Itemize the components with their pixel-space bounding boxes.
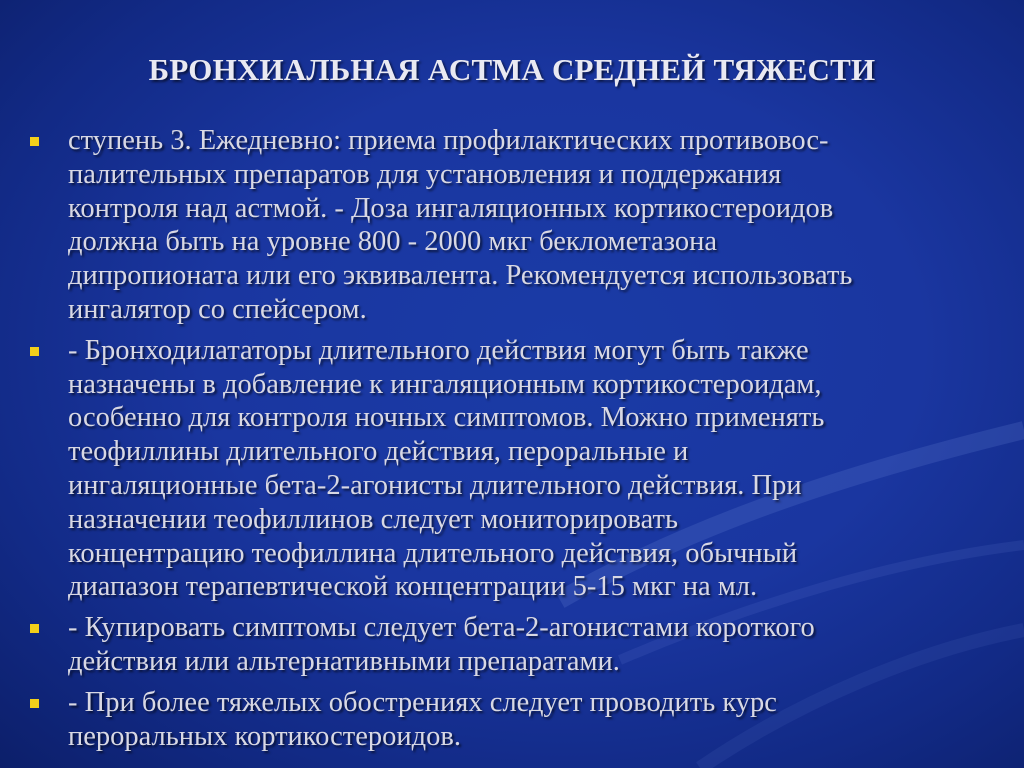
bullet-line: ступень 3. Ежедневно: приема профилактических противовос- <box>68 125 829 156</box>
bullet-line: ингалятор со спейсером. <box>68 293 367 325</box>
bullet-line: особенно для контроля ночных симптомов. Можно применять <box>68 402 825 434</box>
bullet-line: ингаляционные бета-2-агонисты длительного действия. При <box>68 469 802 501</box>
bullet-line: палительных препаратов для установления и поддержания <box>68 158 782 190</box>
bullet-item-symptom-relief <box>28 611 998 679</box>
square-bullet-icon <box>30 624 39 633</box>
bullet-line: диапазон терапевтической концентрации 5-15 мкг на мл. <box>68 571 758 603</box>
bullet-line: действия или альтернативными препаратами. <box>68 645 620 677</box>
bullet-line: - Бронходилататоры длительного действия могут быть также <box>68 334 809 366</box>
bullet-item-exacerbations <box>28 686 998 754</box>
bullet-line: должна быть на уровне 800 - 2000 мкг беклометазона <box>68 226 718 258</box>
bullet-line: - При более тяжелых обострениях следует проводить курс <box>68 686 777 718</box>
square-bullet-icon <box>30 137 39 146</box>
bullet-list <box>28 124 998 760</box>
bullet-line: концентрацию теофиллина длительного действия, обычный <box>68 537 798 569</box>
bullet-line: дипропионата или его эквивалента. Рекомендуется использовать <box>68 260 853 292</box>
bullet-item-bronchodilators <box>28 334 998 604</box>
bullet-line: контроля над астмой. - Доза ингаляционных кортикостероидов <box>68 192 834 224</box>
bullet-line: назначены в добавление к ингаляционным кортикостероидам, <box>68 368 822 400</box>
bullet-line: - Купировать симптомы следует бета-2-агонистами короткого <box>68 612 815 644</box>
bullet-item-step3 <box>28 124 998 327</box>
square-bullet-icon <box>30 347 39 356</box>
square-bullet-icon <box>30 699 39 708</box>
bullet-line: пероральных кортикостероидов. <box>68 720 461 752</box>
slide-title: БРОНХИАЛЬНАЯ АСТМА СРЕДНЕЙ ТЯЖЕСТИ <box>148 52 876 87</box>
bullet-line: теофиллины длительного действия, пероральные и <box>68 436 689 468</box>
bullet-line: назначении теофиллинов следует мониторировать <box>68 503 678 535</box>
